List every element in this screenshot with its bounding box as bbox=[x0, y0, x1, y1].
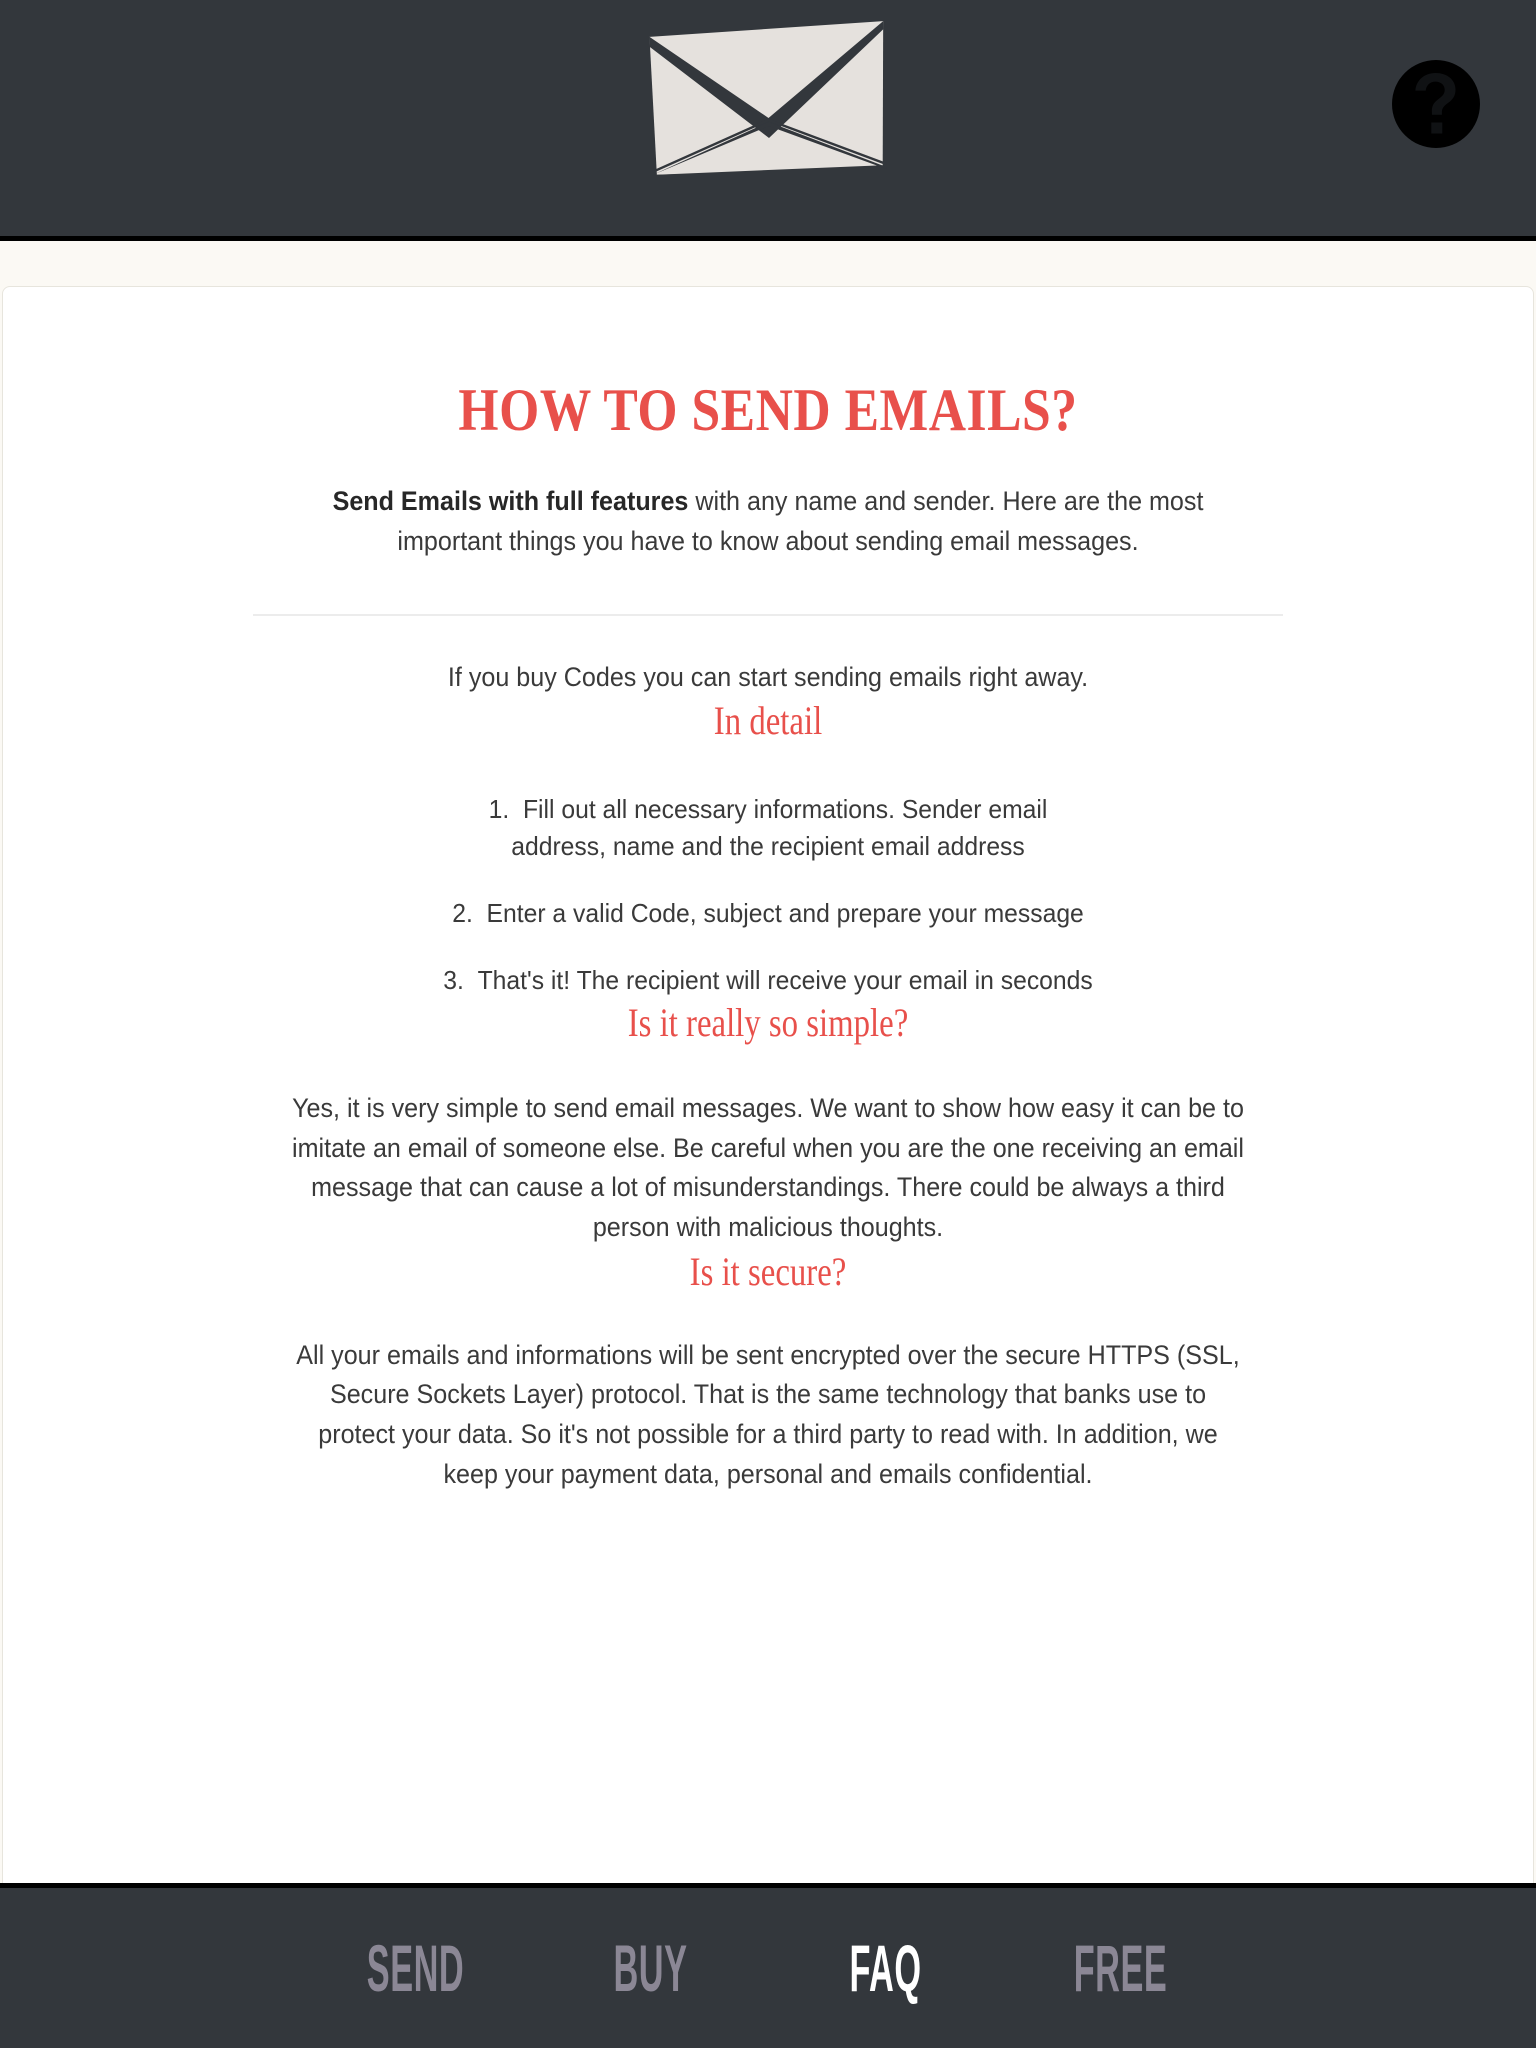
lede-paragraph bbox=[331, 482, 1205, 562]
help-button[interactable] bbox=[1392, 60, 1480, 148]
lede-rest: with any name and sender. Here are the most important things you have to know about sending email messages. bbox=[397, 486, 1204, 557]
footer-nav bbox=[0, 1883, 1536, 2048]
list-item: Enter a valid Code, subject and prepare your message bbox=[486, 898, 1084, 929]
nav-item-faq[interactable]: FAQ bbox=[849, 1931, 922, 2005]
nav-items bbox=[298, 1931, 1238, 2005]
list-item: That's it! The recipient will receive your email in seconds bbox=[477, 964, 1093, 995]
section-body-secure: All your emails and informations will be sent encrypted over the secure HTTPS (SSL, Secure Sockets Layer) protocol. That is the same technology that banks use to protect your data. So it's not possible for a third party to read with. In addition, we keep your payment data, personal and emails confidential. bbox=[296, 1339, 1240, 1489]
steps-list bbox=[418, 791, 1118, 999]
section-body-simple: Yes, it is very simple to send email messages. We want to show how easy it can be to imitate an email of someone else. Be careful when you are the one receiving an email message that can cause a lot of misunderstandings. There could be always a third person with malicious thoughts. bbox=[292, 1092, 1244, 1242]
content-card bbox=[2, 286, 1534, 1883]
lede-bold: Send Emails with full features bbox=[332, 486, 689, 517]
page-body bbox=[0, 241, 1536, 1883]
nav-item-send[interactable]: SEND bbox=[366, 1931, 465, 2005]
section-heading-in-detail: In detail bbox=[713, 698, 823, 744]
list-item: Fill out all necessary informations. Sender email address, name and the recipient email address bbox=[511, 794, 1048, 862]
divider bbox=[253, 614, 1283, 616]
note-paragraph: If you buy Codes you can start sending emails right away. bbox=[447, 662, 1089, 693]
section-heading-simple: Is it really so simple? bbox=[627, 999, 909, 1045]
page-title: HOW TO SEND EMAILS? bbox=[458, 377, 1078, 443]
nav-item-buy[interactable]: BUY bbox=[613, 1931, 688, 2005]
section-heading-secure: Is it secure? bbox=[689, 1248, 847, 1294]
app-header bbox=[0, 0, 1536, 241]
nav-item-free[interactable]: FREE bbox=[1073, 1931, 1168, 2005]
envelope-icon bbox=[647, 19, 889, 175]
question-mark-icon bbox=[1413, 73, 1459, 135]
